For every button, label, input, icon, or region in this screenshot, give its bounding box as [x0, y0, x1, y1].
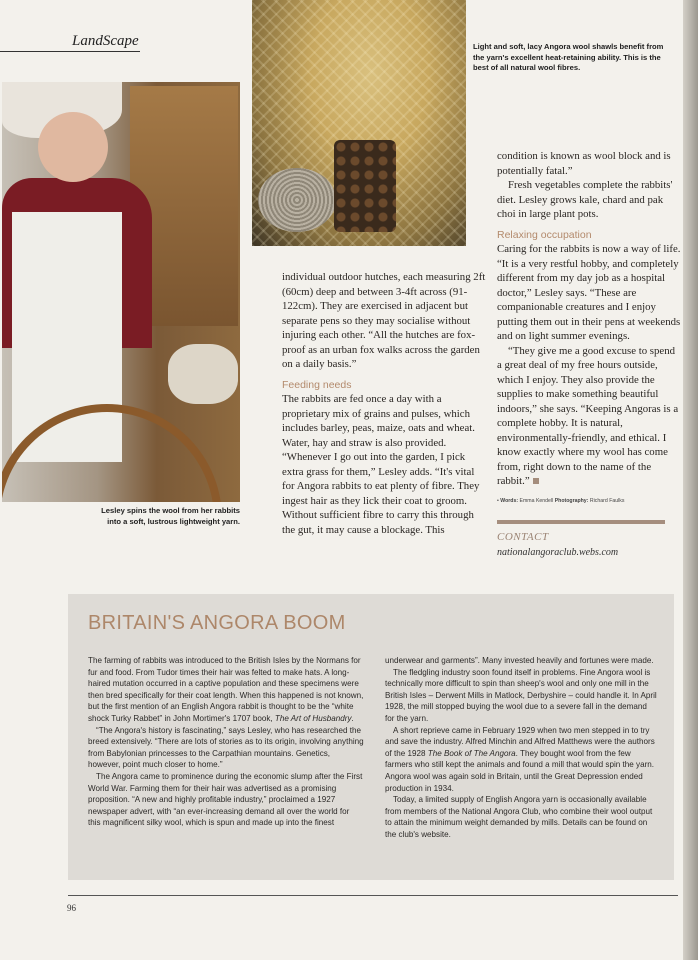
text: A short reprieve came in February 1929 when two men stepped in to try and save the industry. Alfred Minchin and Alfred Matthews were the authors of the 1928 — [385, 725, 655, 758]
footer-rule — [68, 895, 678, 896]
article-column-middle — [282, 270, 486, 537]
credits-rule — [497, 520, 665, 524]
paragraph: condition is known as wool block and is potentially fatal.” — [497, 150, 671, 177]
text: . — [351, 713, 354, 723]
credits-line — [497, 498, 681, 504]
magazine-brand: LandScape — [72, 33, 139, 49]
bullet-icon: • — [497, 498, 499, 504]
sidebar-title: BRITAIN'S ANGORA BOOM — [88, 612, 346, 634]
paragraph: “The Angora's history is fascinating,” says Lesley, who has researched the breed extensively. “There are lots of stories as to its origin, involving anything from Babylonian princesses to the Carpathian mountains. Genetics, however, point much closer to home.” — [88, 725, 364, 770]
section-heading-relaxing: Relaxing occupation — [497, 228, 592, 241]
photography-label: Photography: — [554, 498, 589, 504]
angora-shawl-photo — [252, 0, 466, 246]
paragraph-final — [497, 344, 681, 489]
spinning-wheel-photo — [2, 82, 240, 502]
paragraph: The fledgling industry soon found itself in problems. Fine Angora wool is technically more difficult to spin than sheep's wool and only one mill in the British Isles – Derwent Mills in Matlock, Derbyshire – could handle it. In April 1928, the mill stopped buying the wool due to a severe fall in the demand for the yarn. — [385, 667, 657, 723]
face — [38, 112, 108, 182]
contact-url: nationalangoraclub.webs.com — [497, 547, 619, 558]
paragraph: underwear and garments”. Many invested heavily and fortunes were made. — [385, 656, 654, 665]
sidebar-column-left — [88, 655, 364, 829]
carved-box — [334, 140, 396, 232]
header-rule — [0, 51, 140, 52]
paragraph: individual outdoor hutches, each measuring 2ft (60cm) deep and between 3-4ft across (91-122cm). They are exercised in adjacent but separate pens so they may socialise without injuring each other. “All the hutches are fox-proof as an urban fox walks across the garden on a daily basis.” — [282, 271, 486, 370]
words-label: Words: — [500, 498, 519, 504]
angora-fleece — [168, 344, 238, 404]
page-edge-shadow — [683, 0, 698, 960]
paragraph: Caring for the rabbits is now a way of life. “It is a very restful hobby, and completely different from my day job as a hospital doctor,” Lesley says. “These are companionable creatures and I enjoy putting them out in their pens at weekends and on light summer evenings. — [497, 243, 681, 342]
paragraph — [88, 655, 364, 725]
photography-name: Richard Faulks — [589, 498, 625, 504]
page-number: 96 — [67, 903, 76, 913]
section-heading-feeding: Feeding needs — [282, 378, 352, 391]
paragraph-text: “They give me a good excuse to spend a great deal of my free hours outside, which I enjoy. They also provide the supplies to make something beautiful indoors,” she says. “Keeping Angoras is a complete hobby. It is natural, environmentally-friendly, and ethical. I know exactly where my wool has come from, right down to the name of the rabbit.” — [497, 344, 679, 487]
paragraph: The rabbits are fed once a day with a proprietary mix of grains and pulses, which includes barley, peas, maize, oats and wheat. Water, hay and straw is also provided. “Whenever I go out into the garden, I pick extra grass for them,” Lesley adds. “It's vital for Angora rabbits to eat plenty of fibre. They ingest hair as they lick their coat to groom. Without sufficient fibre to carry this through the gut, it may cause a blockage. This — [282, 393, 480, 536]
book-title: The Art of Husbandry — [274, 713, 352, 723]
end-mark-icon — [533, 478, 539, 484]
paragraph: Today, a limited supply of English Angora yarn is occasionally available from members of the National Angora Club, who combine their wool output to attain the minimum weight demanded by mills. Details can be found on the club's website. — [385, 795, 653, 839]
spinner-caption: Lesley spins the wool from her rabbits into a soft, lustrous lightweight yarn. — [101, 506, 240, 526]
paragraph — [385, 725, 657, 795]
words-name: Emma Kendell — [519, 498, 554, 504]
sidebar-column-right — [385, 655, 657, 841]
contact-heading: CONTACT — [497, 531, 549, 543]
text: The farming of rabbits was introduced to the British Isles by the Normans for fur and food. From Tudor times their hair was felted to make hats. A long-haired mutation occurred in a captive population and these specimens were then bred specifically for their coat length. When this happened is not known, but the first mention of an English Angora rabbit is thought to be the “white shock Turky Rabbet” in John Mortimer's 1707 book, — [88, 656, 364, 723]
article-column-right — [497, 149, 681, 489]
shawl-caption: Light and soft, lacy Angora wool shawls benefit from the yarn's excellent heat-retaining ability. This is the best of all natural wool fibres. — [473, 42, 664, 72]
paragraph: The Angora came to prominence during the economic slump after the First World War. Farming them for their hair was advertised as a promising proposition. “A new and highly profitable industry,” proclaimed a 1927 newspaper advert, with “an ever-increasing demand all over the world for this magnificent silky wool, which is spun and made up into the finest — [88, 771, 363, 828]
text: . They bought wool from the few farmers who still kept the animals and found a mill that would spin the yarn. Angora wool was again sold in Britain, until the Great Depression ended production in 1934. — [385, 748, 655, 793]
yarn-skein — [258, 168, 336, 232]
book-title: The Book of The Angora — [427, 748, 516, 758]
paragraph: Fresh vegetables complete the rabbits' diet. Lesley grows kale, chard and pak choi in large plant pots. — [497, 179, 673, 220]
